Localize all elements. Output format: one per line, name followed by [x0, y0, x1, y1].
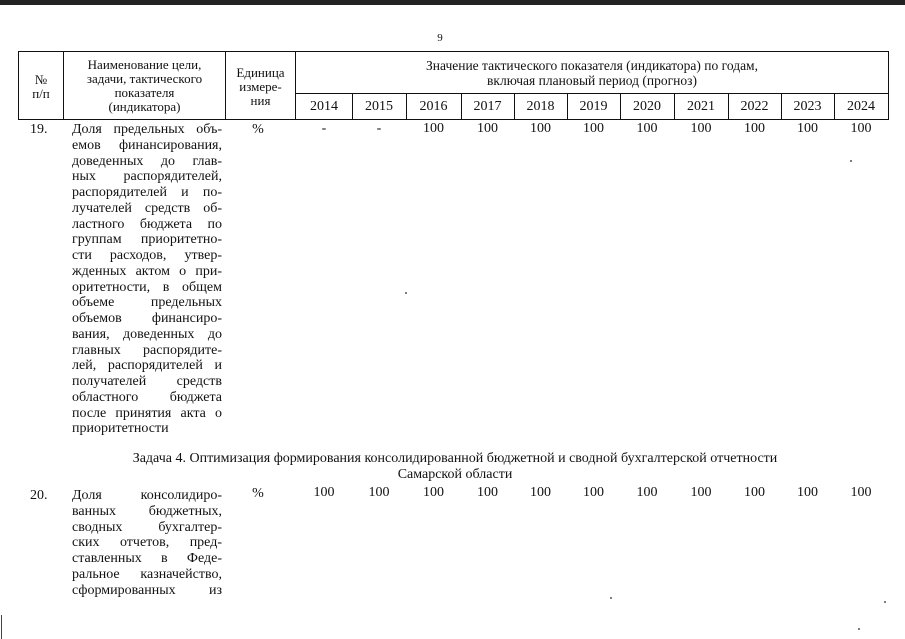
row-number: 20.: [30, 488, 48, 503]
value-cell: 100: [690, 485, 712, 500]
description-line: объемов финансиро-: [72, 311, 222, 326]
value-cell: 100: [744, 121, 765, 136]
description-line: получателей средств: [72, 374, 222, 389]
description-line: ных распорядителей,: [72, 169, 222, 185]
task-heading-line: Самарской области: [397, 467, 513, 482]
years-divider: [295, 93, 889, 94]
header-name-line: показателя: [114, 85, 175, 100]
description-line: главных распорядите-: [72, 342, 222, 358]
header-unit: [226, 66, 295, 108]
description-line: сти расходов, утвер-: [72, 248, 222, 263]
value-cell: 100: [850, 485, 872, 500]
scan-speck: [884, 601, 886, 603]
year-header: 2024: [847, 99, 875, 114]
description-line: ставленных в Феде-: [72, 551, 222, 566]
value-cell: 100: [313, 485, 335, 500]
value-cell: 100: [368, 485, 390, 500]
task-heading-line: Задача 4. Оптимизация формирования консолидированной бюджетной и сводной бухгалтерской отчетности: [132, 451, 778, 466]
year-header: 2015: [365, 99, 393, 114]
header-num-line: п/п: [32, 86, 50, 101]
year-header: 2014: [310, 99, 338, 114]
value-cell: 100: [636, 485, 658, 500]
value-cell: 100: [636, 121, 658, 136]
description-line: ских отчетов, пред-: [72, 535, 222, 551]
header-values-line: Значение тактического показателя (индикатора) по годам,: [426, 58, 758, 73]
indicator-description: [72, 488, 222, 598]
value-cell: 100: [530, 485, 551, 500]
scan-top-border: [0, 0, 905, 5]
description-line: сформированных из: [72, 582, 222, 598]
header-unit-line: ния: [250, 93, 271, 108]
value-cell: 100: [797, 121, 818, 136]
value-cell: 100: [744, 485, 765, 500]
value-cell: 100: [583, 121, 604, 136]
header-name: [64, 58, 225, 114]
description-line: ванных бюджетных,: [72, 503, 222, 519]
description-line: лей, распорядителей и: [72, 358, 222, 374]
header-num-line: №: [34, 72, 48, 87]
scan-left-mark: [1, 615, 2, 639]
value-cell: -: [376, 121, 382, 136]
year-header: 2019: [579, 99, 608, 114]
table-right-border: [888, 51, 889, 120]
description-line: ластного бюджета по: [72, 216, 222, 232]
value-cell: 100: [423, 485, 444, 500]
description-line: Доля предельных объ-: [72, 122, 222, 137]
value-cell: 100: [477, 485, 498, 500]
scan-speck: [850, 160, 852, 162]
year-header: 2021: [687, 99, 715, 114]
row-number: 19.: [30, 122, 48, 137]
description-line: доведенных до глав-: [72, 153, 222, 169]
table-top-border: [18, 51, 889, 52]
description-line: лучателей средств об-: [72, 200, 222, 216]
year-header: 2022: [740, 99, 769, 114]
header-bottom-border: [18, 119, 889, 120]
header-num: [19, 73, 63, 101]
value-cell: 100: [423, 121, 444, 136]
value-cell: 100: [530, 121, 551, 136]
scan-speck: [858, 628, 860, 630]
description-line: оритетности, в общем: [72, 279, 222, 295]
unit-cell: %: [252, 486, 264, 501]
year-header: 2020: [633, 99, 661, 114]
value-cell: 100: [690, 121, 712, 136]
header-unit-line: Единица: [236, 65, 285, 80]
header-unit-line: измере-: [239, 79, 282, 94]
scan-speck: [610, 597, 612, 599]
description-line: группам приоритетно-: [72, 232, 222, 248]
value-cell: 100: [583, 485, 604, 500]
task-heading: [60, 452, 850, 482]
scan-speck: [405, 292, 407, 294]
header-name-line: Наименование цели,: [87, 57, 202, 72]
description-line: приоритетности: [72, 421, 169, 437]
value-cell: 100: [850, 121, 872, 136]
description-line: емов финансирования,: [72, 137, 222, 153]
description-line: после принятия акта о: [72, 405, 222, 421]
value-cell: 100: [797, 485, 818, 500]
header-name-line: (индикатора): [108, 99, 181, 114]
description-line: жденных актом о при-: [72, 263, 222, 279]
header-values-line: включая плановый период (прогноз): [487, 73, 697, 88]
description-line: областного бюджета: [72, 389, 222, 405]
indicator-description: [72, 122, 222, 437]
description-line: распорядителей и по-: [72, 185, 222, 200]
year-header: 2023: [793, 99, 822, 114]
page-number: 9: [437, 32, 443, 44]
description-line: Доля консолидиро-: [72, 488, 222, 503]
header-name-line: задачи, тактического: [86, 71, 203, 86]
header-values: [296, 58, 888, 88]
value-cell: 100: [477, 121, 498, 136]
description-line: объеме предельных: [72, 295, 222, 311]
value-cell: -: [321, 121, 327, 136]
year-header: 2018: [526, 99, 555, 114]
description-line: сводных бухгалтер-: [72, 519, 222, 535]
unit-cell: %: [252, 122, 264, 137]
year-header: 2017: [473, 99, 502, 114]
year-header: 2016: [419, 99, 448, 114]
description-line: ральное казначейство,: [72, 566, 222, 582]
description-line: вания, доведенных до: [72, 326, 222, 342]
